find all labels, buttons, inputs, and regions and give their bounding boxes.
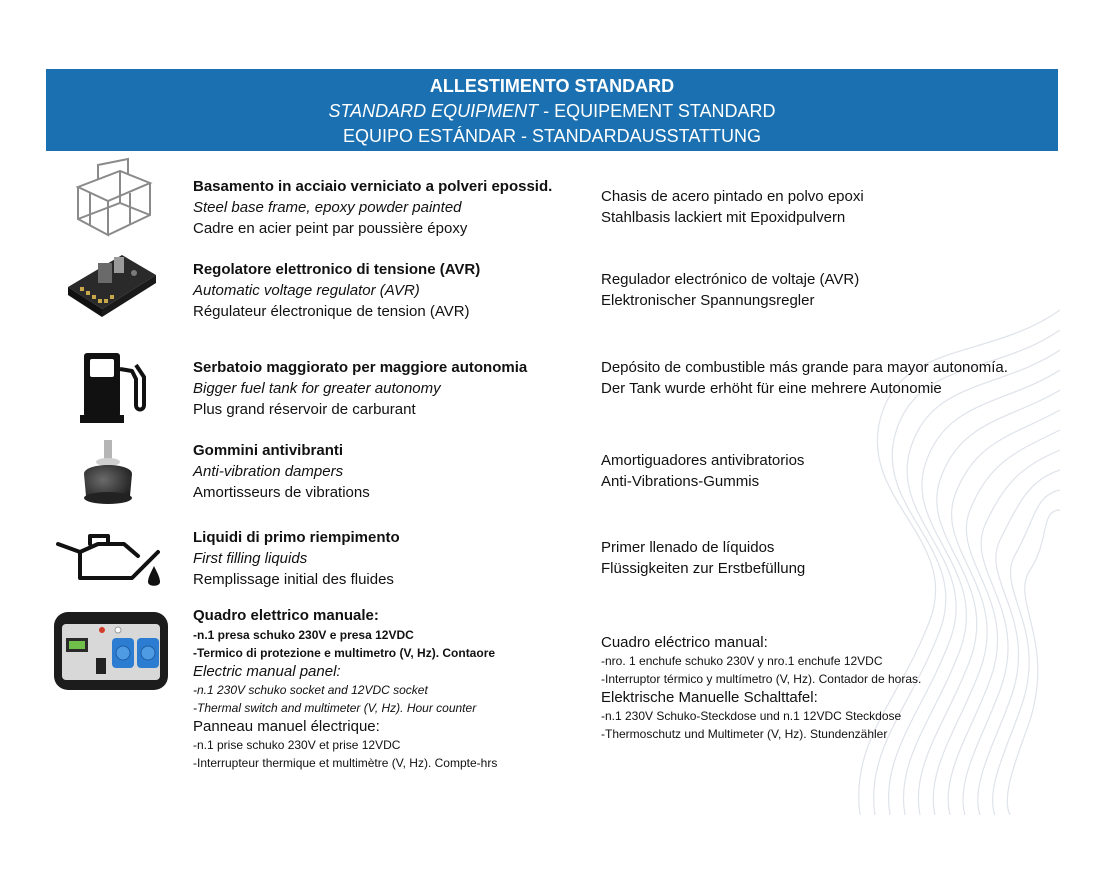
header-title-english-french: [46, 101, 1058, 122]
header-title-english: STANDARD EQUIPMENT: [328, 101, 539, 121]
item-text-french: Régulateur électronique de tension (AVR): [193, 303, 470, 320]
panel-line-spanish-1: -nro. 1 enchufe schuko 230V y nro.1 enchufe 12VDC: [601, 654, 883, 668]
panel-line-german-1: -n.1 230V Schuko-Steckdose und n.1 12VDC Steckdose: [601, 709, 902, 723]
panel-line-french-2: -Interrupteur thermique et multimètre (V, Hz). Compte-hrs: [193, 756, 498, 770]
item-text-french: Cadre en acier peint par poussière époxy: [193, 220, 468, 237]
rubber-damper-icon: [74, 434, 138, 506]
panel-line-italian-1: -n.1 presa schuko 230V e presa 12VDC: [193, 628, 414, 642]
item-text-italian: Regolatore elettronico di tensione (AVR): [193, 261, 481, 278]
control-panel-icon: [52, 610, 170, 692]
panel-title-spanish: Cuadro eléctrico manual:: [601, 634, 768, 651]
item-text-german: Stahlbasis lackiert mit Epoxidpulvern: [601, 209, 846, 226]
panel-line-french-1: -n.1 prise schuko 230V et prise 12VDC: [193, 738, 401, 752]
steel-frame-icon: [68, 157, 156, 241]
item-text-english: Bigger fuel tank for greater autonomy: [193, 380, 441, 397]
oil-can-icon: [54, 530, 166, 600]
item-text-italian: Serbatoio maggiorato per maggiore autonomia: [193, 359, 528, 376]
item-text-spanish: Depósito de combustible más grande para mayor autonomía.: [601, 359, 1008, 376]
panel-title-english: Electric manual panel:: [193, 663, 341, 680]
panel-title-french: Panneau manuel électrique:: [193, 718, 380, 735]
item-text-french: Remplissage initial des fluides: [193, 571, 394, 588]
item-text-italian: Basamento in acciaio verniciato a polveri epossid.: [193, 178, 553, 195]
item-text-english: Automatic voltage regulator (AVR): [193, 282, 420, 299]
item-text-spanish: Amortiguadores antivibratorios: [601, 452, 805, 469]
item-text-french: Plus grand réservoir de carburant: [193, 401, 416, 418]
item-text-italian: Liquidi di primo riempimento: [193, 529, 400, 546]
item-text-italian: Gommini antivibranti: [193, 442, 344, 459]
item-text-spanish: Primer llenado de líquidos: [601, 539, 775, 556]
item-text-french: Amortisseurs de vibrations: [193, 484, 370, 501]
panel-line-english-2: -Thermal switch and multimeter (V, Hz). Hour counter: [193, 701, 477, 715]
item-text-english: Steel base frame, epoxy powder painted: [193, 199, 462, 216]
header-title-french: - EQUIPEMENT STANDARD: [538, 101, 776, 121]
panel-line-english-1: -n.1 230V schuko socket and 12VDC socket: [193, 683, 428, 697]
item-text-german: Der Tank wurde erhöht für eine mehrere Autonomie: [601, 380, 942, 397]
item-text-spanish: Regulador electrónico de voltaje (AVR): [601, 271, 860, 288]
item-text-german: Anti-Vibrations-Gummis: [601, 473, 760, 490]
header-title-spanish-german: EQUIPO ESTÁNDAR - STANDARDAUSSTATTUNG: [342, 126, 762, 146]
header-banner: [46, 69, 1058, 151]
item-text-german: Flüssigkeiten zur Erstbefüllung: [601, 560, 806, 577]
panel-line-italian-2: -Termico di protezione e multimetro (V, Hz). Contaore: [193, 646, 496, 660]
panel-line-spanish-2: -Interruptor térmico y multímetro (V, Hz). Contador de horas.: [601, 672, 922, 686]
item-text-spanish: Chasis de acero pintado en polvo epoxi: [601, 188, 864, 205]
panel-title-italian: Quadro elettrico manuale:: [193, 607, 379, 624]
panel-title-german: Elektrische Manuelle Schalttafel:: [601, 689, 818, 706]
item-text-german: Elektronischer Spannungsregler: [601, 292, 815, 309]
avr-board-icon: [64, 247, 160, 325]
item-text-english: First filling liquids: [193, 550, 308, 567]
fuel-pump-icon: [80, 349, 148, 425]
panel-line-german-2: -Thermoschutz und Multimeter (V, Hz). Stundenzähler: [601, 727, 888, 741]
header-title-italian: ALLESTIMENTO STANDARD: [429, 76, 675, 96]
item-text-english: Anti-vibration dampers: [193, 463, 344, 480]
